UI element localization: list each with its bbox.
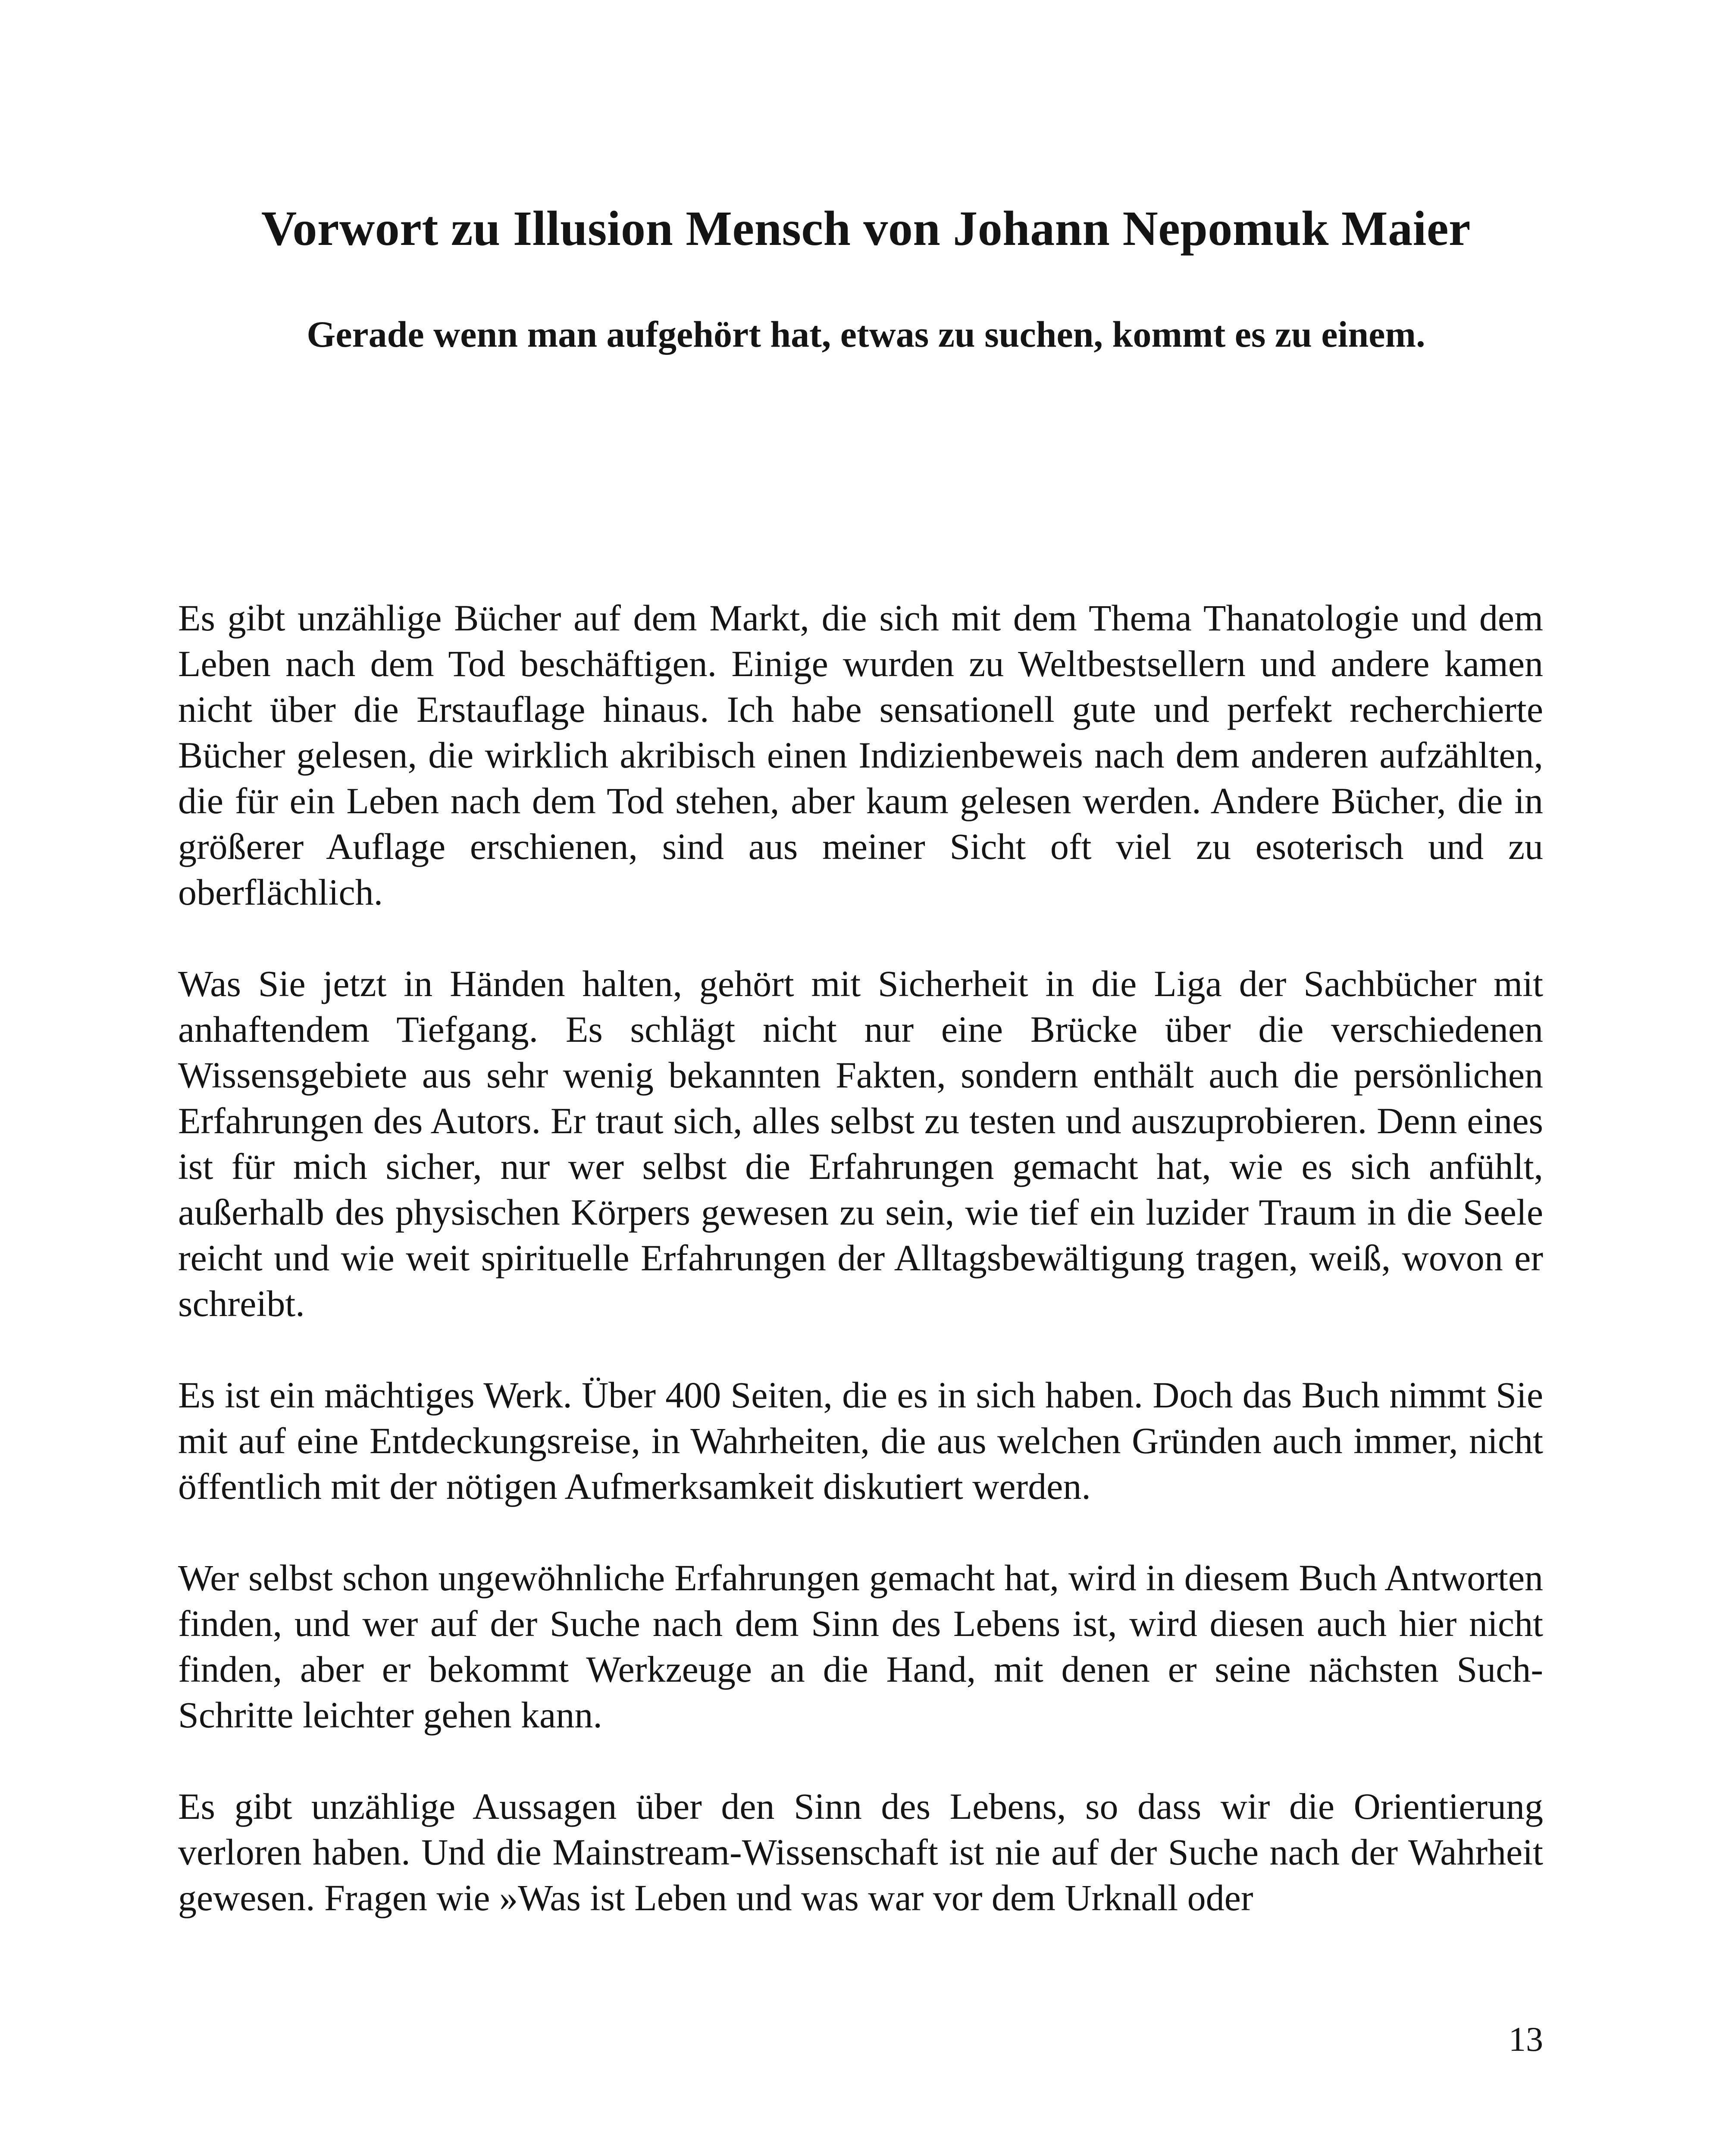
paragraph: Was Sie jetzt in Händen halten, gehört mit Sicherheit in die Liga der Sachbücher mit anhaftendem Tiefgang. Es schlägt nicht nur eine Brücke über die verschiedenen Wissensgebiete aus sehr wenig bekannten Fakten, sondern enthält auch die persönlichen Erfahrungen des Autors. Er traut sich, alles selbst zu testen und auszuprobieren. Denn eines ist für mich sicher, nur wer selbst die Erfahrungen gemacht hat, wie es sich anfühlt, außerhalb des physischen Körpers gewesen zu sein, wie tief ein luzider Traum in die Seele reicht und wie weit spirituelle Erfahrungen der Alltagsbewältigung tragen, weiß, wovon er schreibt. [178, 963, 1543, 1324]
paragraph: Es gibt unzählige Aussagen über den Sinn des Lebens, so dass wir die Orientierung verloren haben. Und die Mainstream-Wissenschaft ist nie auf der Suche nach der Wahrheit gewesen. Fragen wie »Was ist Leben und was war vor dem Urknall oder [178, 1786, 1543, 1918]
paragraph: Es ist ein mächtiges Werk. Über 400 Seiten, die es in sich haben. Doch das Buch nimmt Sie mit auf eine Entdeckungsreise, in Wahrheiten, die aus welchen Gründen auch immer, nicht öffentlich mit der nötigen Aufmerksamkeit diskutiert werden. [178, 1374, 1543, 1507]
page-number: 13 [1509, 2021, 1543, 2059]
paragraph: Wer selbst schon ungewöhnliche Erfahrungen gemacht hat, wird in diesem Buch Antworten finden, und wer auf der Suche nach dem Sinn des Lebens ist, wird diesen auch hier nicht finden, aber er bekommt Werkzeuge an die Hand, mit denen er seine nächsten Such-Schritte leichter gehen kann. [178, 1557, 1543, 1736]
body-text [178, 595, 1543, 1966]
page-title: Vorwort zu Illusion Mensch von Johann Nepomuk Maier [261, 201, 1471, 256]
paragraph: Es gibt unzählige Bücher auf dem Markt, die sich mit dem Thema Thanatologie und dem Leben nach dem Tod beschäftigen. Einige wurden zu Weltbestsellern und andere kamen nicht über die Erstauflage hinaus. Ich habe sensationell gute und perfekt recherchierte Bücher gelesen, die wirklich akribisch einen Indizienbeweis nach dem anderen aufzählten, die für ein Leben nach dem Tod stehen, aber kaum gelesen werden. Andere Bücher, die in größerer Auflage erschienen, sind aus meiner Sicht oft viel zu esoterisch und zu oberflächlich. [178, 597, 1543, 913]
page-subtitle: Gerade wenn man aufgehört hat, etwas zu suchen, kommt es zu einem. [307, 313, 1425, 355]
